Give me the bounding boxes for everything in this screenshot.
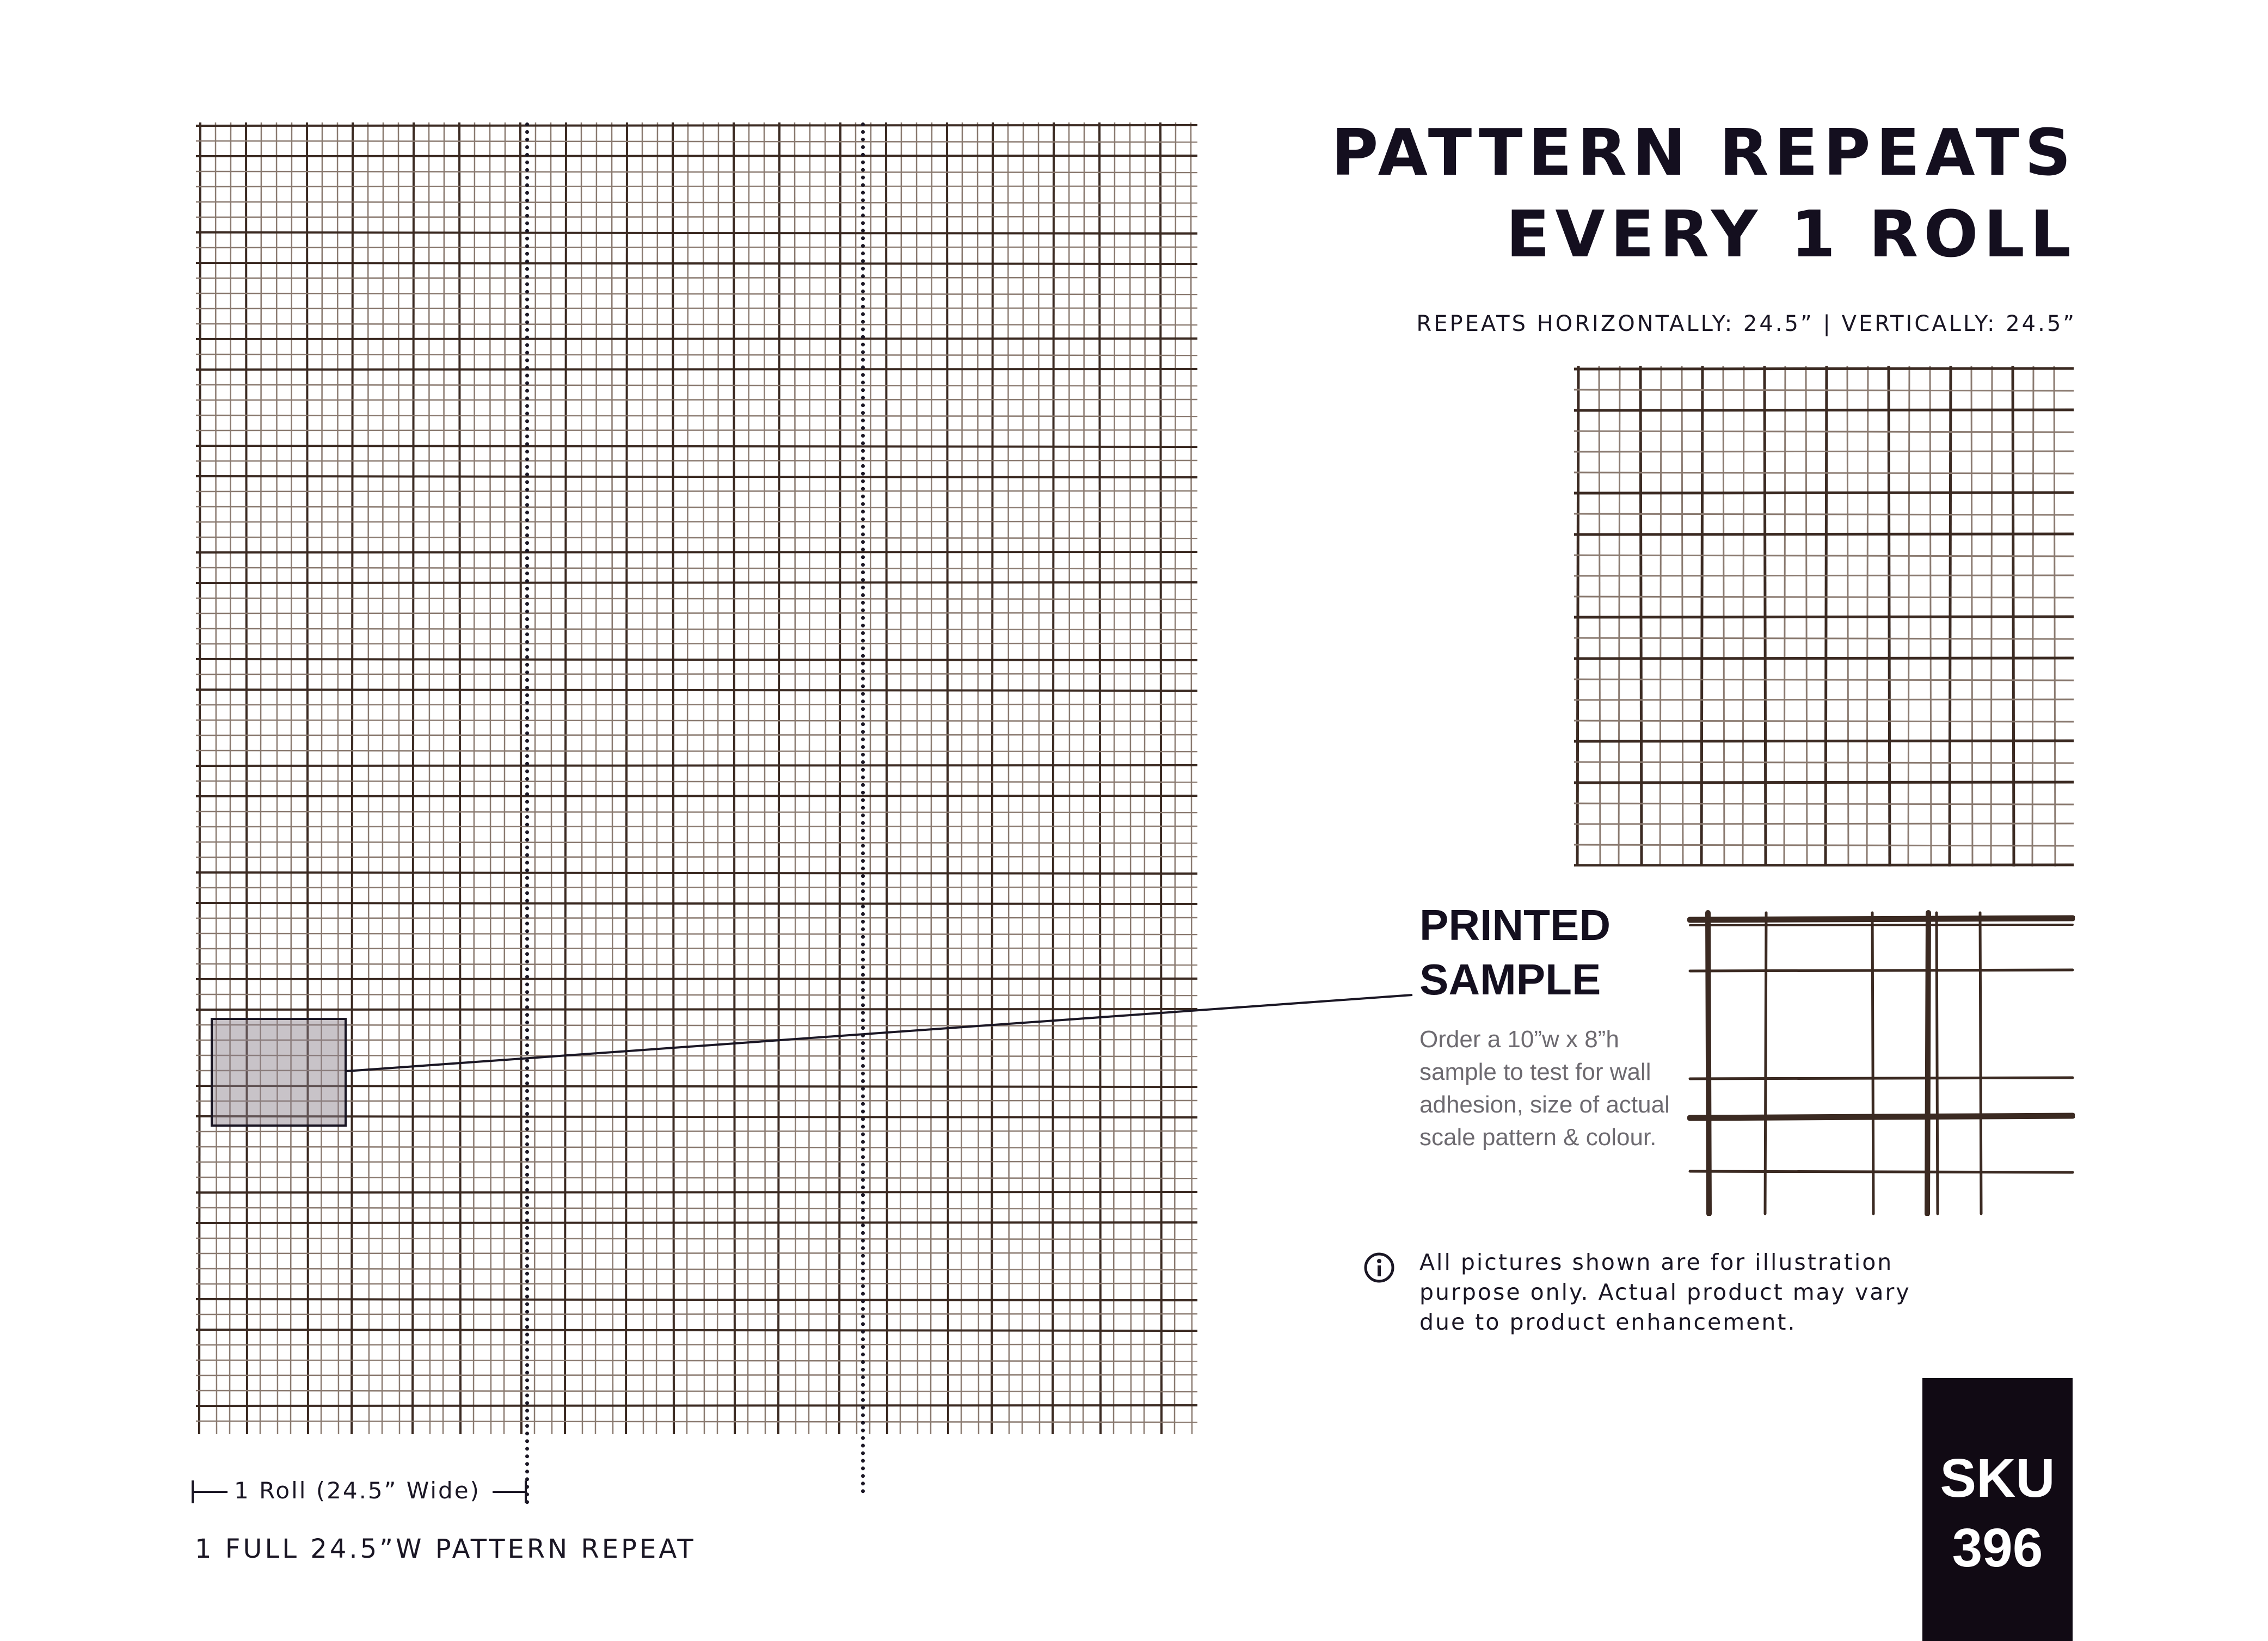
illustration-disclaimer: All pictures shown are for illustration purpose only. Actual product may vary due to product enhancement. xyxy=(1419,1249,1911,1335)
title-line-2: EVERY 1 ROLL xyxy=(1505,196,2076,272)
roll-width-label: 1 Roll (24.5” Wide) xyxy=(234,1477,481,1504)
printed-sample-heading xyxy=(1419,898,1611,1007)
tile-grid-image xyxy=(1574,366,2074,866)
full-repeat-label: 1 FULL 24.5”W PATTERN REPEAT xyxy=(195,1534,696,1564)
grid-pattern-image xyxy=(196,122,1197,1434)
sample-title-line-1: PRINTED xyxy=(1419,901,1611,949)
roll-divider-line xyxy=(861,122,865,1494)
roll-divider-line xyxy=(525,122,529,1505)
sample-area-highlight xyxy=(211,1018,347,1127)
repeat-dimensions: REPEATS HORIZONTALLY: 24.5” | VERTICALLY: 24.5” xyxy=(1416,311,2076,336)
sku-label: SKU xyxy=(1940,1448,2055,1509)
closeup-grid-image xyxy=(1687,910,2075,1216)
sample-title-line-2: SAMPLE xyxy=(1419,955,1601,1004)
pattern-repeat-tile xyxy=(1574,366,2074,866)
title-line-1: PATTERN REPEATS xyxy=(1331,115,2076,190)
wallpaper-pattern-preview xyxy=(196,122,1197,1434)
sku-badge xyxy=(1922,1378,2073,1641)
page-title xyxy=(1331,112,2076,275)
sample-closeup-image xyxy=(1687,910,2075,1216)
printed-sample-description: Order a 10”w x 8”h sample to test for wall adhesion, size of actual scale pattern & colour. xyxy=(1419,1026,1670,1151)
sku-number: 396 xyxy=(1952,1517,2043,1578)
info-circle-icon xyxy=(1363,1252,1395,1283)
roll-width-measure xyxy=(190,1476,528,1509)
